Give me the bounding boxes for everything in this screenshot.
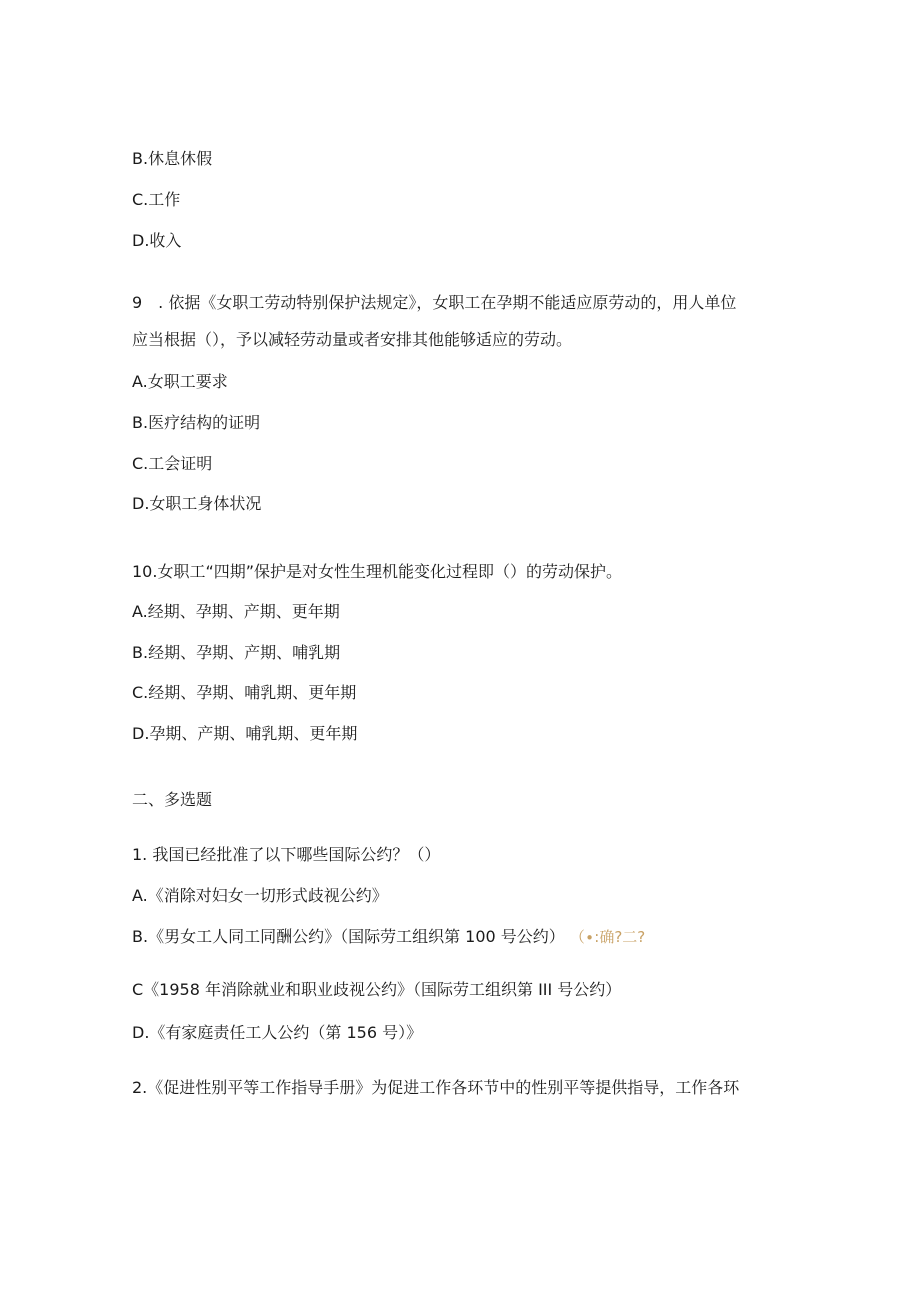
question-9-option-d: D.女职工身体状况 — [132, 494, 262, 513]
option-d: D.收入 — [132, 231, 182, 250]
option-b-text: B.《男女工人同工同酬公约》（国际劳工组织第 100 号公约） — [132, 927, 565, 946]
multi-question-1-stem: 1. 我国已经批准了以下哪些国际公约？（） — [132, 845, 441, 864]
multi-question-1-option-a: A.《消除对妇女一切形式歧视公约》 — [132, 886, 388, 905]
question-9-option-a: A.女职工要求 — [132, 372, 228, 391]
handwritten-note: （∙:确?二? — [569, 928, 646, 946]
multi-question-1-option-d: D.《有家庭责任工人公约（第 156 号）》 — [132, 1023, 423, 1042]
question-9-stem-line2: 应当根据（），予以减轻劳动量或者安排其他能够适应的劳动。 — [132, 330, 573, 349]
question-10-stem: 10.女职工“四期”保护是对女性生理机能变化过程即（）的劳动保护。 — [132, 562, 623, 581]
option-c: C.工作 — [132, 190, 181, 209]
section-title-multiple-choice: 二、多选题 — [132, 790, 213, 809]
question-10-option-d: D.孕期、产期、哺乳期、更年期 — [132, 724, 358, 743]
question-10-option-b: B.经期、孕期、产期、哺乳期 — [132, 643, 341, 662]
question-9-option-c: C.工会证明 — [132, 454, 213, 473]
multi-question-2-stem: 2.《促进性别平等工作指导手册》为促进工作各环节中的性别平等提供指导，工作各环 — [132, 1078, 740, 1097]
question-10-option-a: A.经期、孕期、产期、更年期 — [132, 602, 340, 621]
multi-question-1-option-b — [132, 927, 645, 947]
option-b: B.休息休假 — [132, 149, 213, 168]
question-9-option-b: B.医疗结构的证明 — [132, 413, 261, 432]
question-9-stem-line1: 9 . 依据《女职工劳动特别保护法规定》，女职工在孕期不能适应原劳动的，用人单位 — [132, 293, 737, 312]
multi-question-1-option-c: C《1958 年消除就业和职业歧视公约》（国际劳工组织第 III 号公约） — [132, 980, 622, 999]
question-10-option-c: C.经期、孕期、哺乳期、更年期 — [132, 683, 357, 702]
